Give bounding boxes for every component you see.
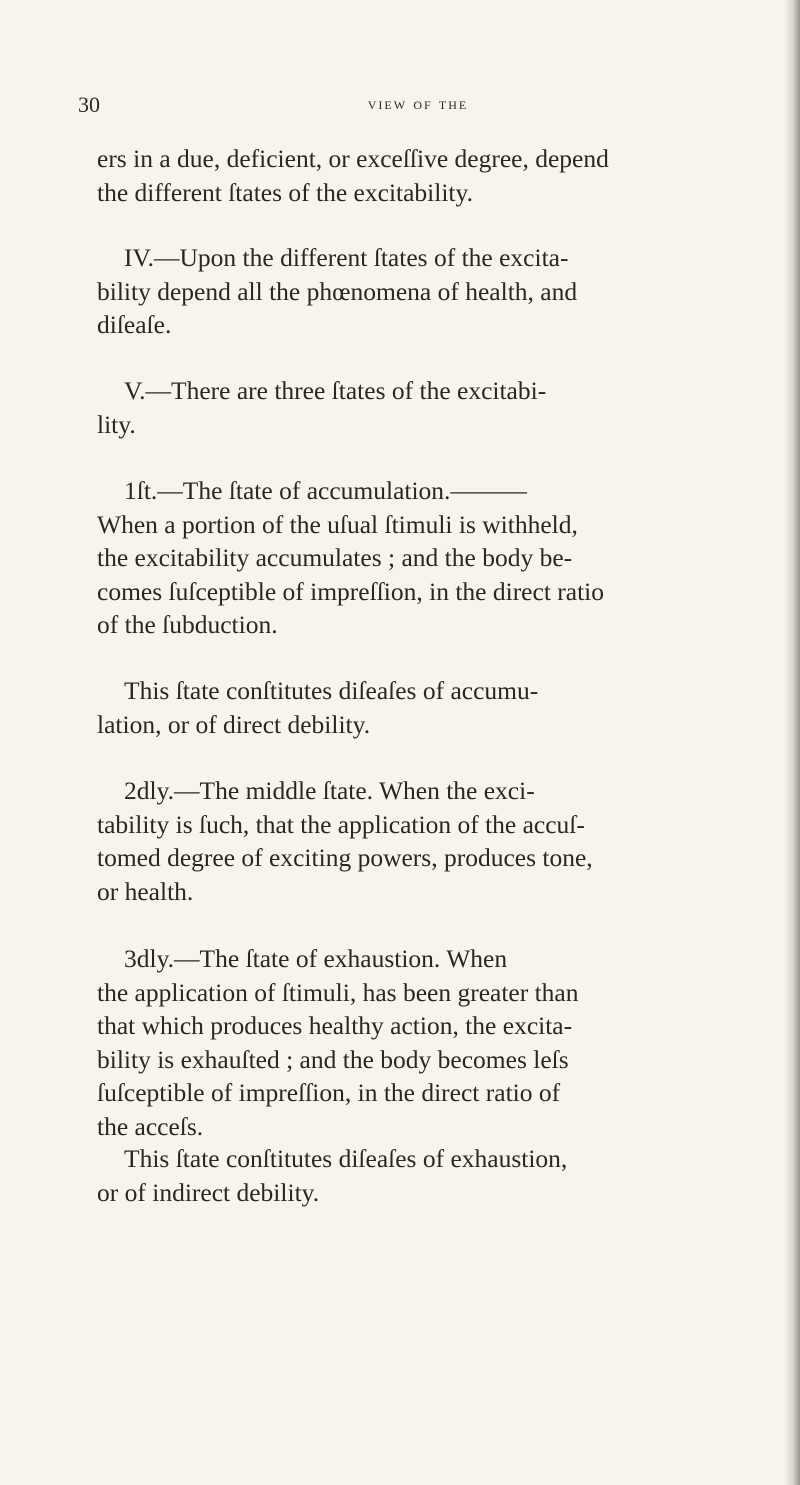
text-line: bility depend all the phœnomena of health, and [97, 276, 578, 306]
text-line: that which produces healthy action, the excita- [97, 1011, 573, 1040]
text-line: ers in a due, deficient, or exceſſive degree, depend [97, 144, 609, 173]
text-line: IV.—Upon the different ſtates of the excita- [124, 243, 569, 272]
page-header [78, 92, 758, 122]
paragraph-p3 [97, 374, 800, 441]
text-line: V.—There are three ſtates of the excitabi- [124, 376, 547, 405]
page-number: 30 [78, 92, 100, 117]
text-line: or health. [97, 876, 194, 906]
text-line: lation, or of direct debility. [97, 709, 371, 739]
text-line: the acceſs. [97, 1111, 204, 1141]
text-line: 3dly.—The ſtate of exhaustion. When [124, 944, 508, 973]
paragraph-p6 [97, 774, 800, 908]
text-line: lity. [97, 409, 136, 439]
text-line: tomed degree of exciting powers, produces tone, [97, 843, 593, 872]
paragraph-p7 [97, 942, 800, 1143]
text-line: diſeaſe. [97, 310, 172, 339]
text-line: 2dly.—The middle ſtate. When the exci- [124, 776, 535, 805]
text-line: the excitability accumulates ; and the body be- [97, 543, 573, 572]
text-line: of the ſubduction. [97, 610, 278, 639]
text-line: or of indirect debility. [97, 1177, 320, 1207]
text-line: the application of ſtimuli, has been greater than [97, 977, 579, 1007]
text-line: comes ſuſceptible of impreſſion, in the direct ratio [97, 576, 605, 606]
text-line: the different ſtates of the excitability. [97, 177, 473, 207]
page-edge-shadow [784, 0, 800, 1485]
text-line: This ſtate conſtitutes diſeaſes of accumu- [124, 676, 539, 705]
text-line: bility is exhauſted ; and the body becomes leſs [97, 1044, 569, 1074]
paragraph-p4 [97, 474, 800, 642]
text-line: This ſtate conſtitutes diſeaſes of exhaustion, [124, 1144, 568, 1173]
paragraph-p1 [97, 142, 773, 209]
paragraph-p2 [97, 241, 800, 342]
text-line: 1ſt.—The ſtate of accumulation.——— [124, 476, 527, 505]
text-line: ſuſceptible of impreſſion, in the direct ratio of [97, 1078, 561, 1107]
running-head: view of the [367, 94, 469, 113]
text-line: tability is ſuch, that the application of the accuſ- [97, 809, 585, 839]
paragraph-p8 [97, 1142, 800, 1209]
text-line: When a portion of the uſual ſtimuli is withheld, [97, 509, 578, 539]
paragraph-p5 [97, 674, 800, 741]
